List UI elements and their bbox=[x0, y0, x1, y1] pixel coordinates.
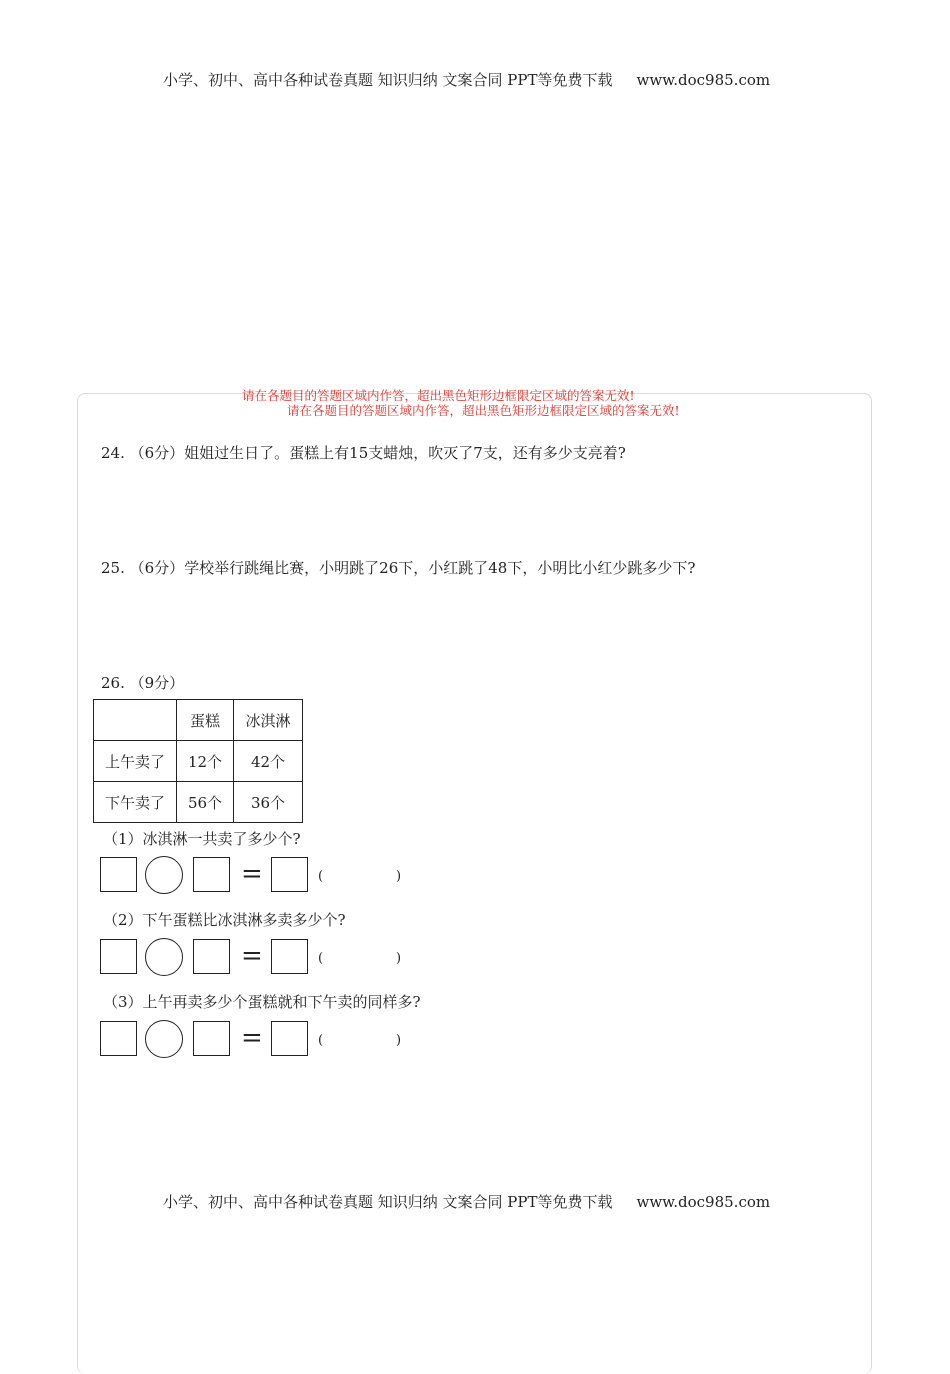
table-header-cell: 蛋糕 bbox=[177, 700, 234, 741]
table-header-cell bbox=[94, 700, 177, 741]
result-box[interactable] bbox=[271, 1021, 308, 1056]
operator-circle[interactable] bbox=[145, 938, 183, 976]
result-box[interactable] bbox=[271, 939, 308, 974]
operator-circle[interactable] bbox=[145, 1020, 183, 1058]
answer-box[interactable] bbox=[193, 939, 230, 974]
table-cell: 56个 bbox=[177, 782, 234, 823]
table-cell: 12个 bbox=[177, 741, 234, 782]
table-cell: 下午卖了 bbox=[94, 782, 177, 823]
answer-box[interactable] bbox=[100, 857, 137, 892]
unit-close-paren: ) bbox=[396, 1033, 402, 1048]
unit-open-paren: ( bbox=[318, 1033, 324, 1048]
subquestion-2: （2）下午蛋糕比冰淇淋多卖多少个? bbox=[103, 911, 346, 929]
page-header bbox=[163, 69, 770, 90]
unit-close-paren: ) bbox=[396, 951, 402, 966]
answer-box[interactable] bbox=[100, 939, 137, 974]
footer-url: www.doc985.com bbox=[636, 1193, 771, 1211]
equals-sign: = bbox=[241, 1023, 263, 1053]
unit-open-paren: ( bbox=[318, 869, 324, 884]
table-cell: 36个 bbox=[234, 782, 303, 823]
header-url: www.doc985.com bbox=[636, 71, 771, 89]
unit-close-paren: ) bbox=[396, 869, 402, 884]
question-26: 26. （9分） bbox=[101, 674, 185, 692]
table-header-cell: 冰淇淋 bbox=[234, 700, 303, 741]
subquestion-3: （3）上午再卖多少个蛋糕就和下午卖的同样多? bbox=[103, 993, 421, 1011]
answer-area-warning-2: 请在各题目的答题区域内作答，超出黑色矩形边框限定区域的答案无效! bbox=[287, 403, 680, 418]
answer-box[interactable] bbox=[193, 1021, 230, 1056]
footer-text: 小学、初中、高中各种试卷真题 知识归纳 文案合同 PPT等免费下载 bbox=[163, 1193, 613, 1211]
question-24: 24. （6分）姐姐过生日了。蛋糕上有15支蜡烛，吹灭了7支，还有多少支亮着? bbox=[101, 444, 626, 462]
answer-box[interactable] bbox=[100, 1021, 137, 1056]
page-footer bbox=[163, 1191, 770, 1212]
table-cell: 42个 bbox=[234, 741, 303, 782]
table-header-row bbox=[94, 700, 303, 741]
result-box[interactable] bbox=[271, 857, 308, 892]
unit-open-paren: ( bbox=[318, 951, 324, 966]
table-row bbox=[94, 741, 303, 782]
header-text: 小学、初中、高中各种试卷真题 知识归纳 文案合同 PPT等免费下载 bbox=[163, 71, 613, 89]
table-row bbox=[94, 782, 303, 823]
answer-box[interactable] bbox=[193, 857, 230, 892]
operator-circle[interactable] bbox=[145, 856, 183, 894]
equals-sign: = bbox=[241, 859, 263, 889]
answer-area-warning-1: 请在各题目的答题区域内作答，超出黑色矩形边框限定区域的答案无效! bbox=[242, 388, 635, 403]
subquestion-1: （1）冰淇淋一共卖了多少个? bbox=[103, 830, 301, 848]
question-25: 25. （6分）学校举行跳绳比赛，小明跳了26下，小红跳了48下，小明比小红少跳多少下? bbox=[101, 559, 696, 577]
equals-sign: = bbox=[241, 941, 263, 971]
sales-table bbox=[93, 699, 303, 823]
table-cell: 上午卖了 bbox=[94, 741, 177, 782]
